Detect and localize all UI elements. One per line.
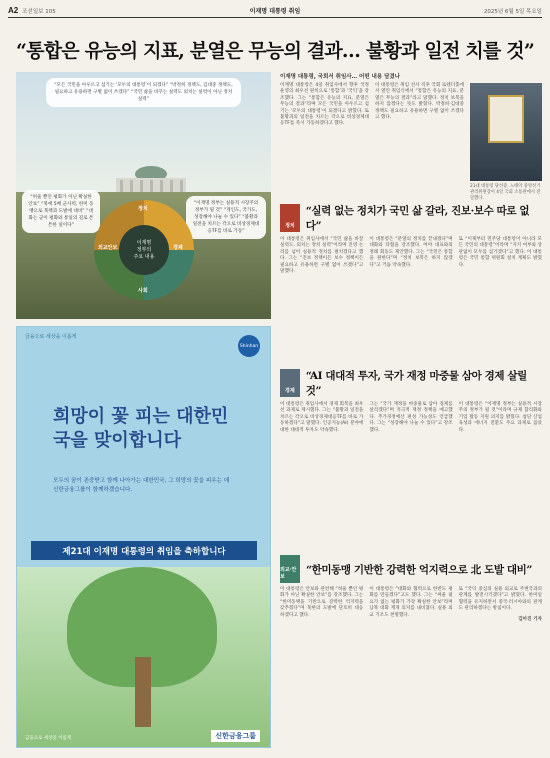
- section-name: 이재명 대통령 취임: [249, 8, 301, 15]
- foreign-col-1: 이 대통령은 안보와 관련해 “허울 뿐인 평화가 아닌 확실한 안보”를 강조했다. 그는 “한미동맹을 기반으로 강력한 억지력을 갖추겠다”며 북한의 도발에 단호히 대응하겠다고 했다.: [280, 587, 364, 618]
- ad-footer-note: 금융으로 세상을 이롭게: [25, 736, 72, 741]
- ring-label-society: 사회: [138, 288, 148, 294]
- tree-trunk: [135, 657, 151, 727]
- tag-economy: 경제: [280, 369, 300, 397]
- foreign-col-2: 이 대통령은 “대화와 협력으로 한반도 평화를 만들겠다”고도 했다. 그는 “싸울 필요가 없는 평화가 가장 확실한 안보”라며 남북 대화 재개 의지를 내비쳤다. 실용 외교 기조도 천명했다.: [369, 587, 453, 618]
- quote-bubble-economy: “이재명 정부는 실용적 시장주의 정부가 될 것” “개인도, 국가도, 성장해야 나눌 수 있다” “불황과 일전을 치르는 각오로 비상경제대응TF를 바로 가동”: [186, 196, 266, 239]
- ad-brand: 신한금융그룹: [211, 730, 260, 742]
- politics-title: “실력 없는 정치가 국민 삶 갈라, 진보·보수 따로 없다”: [305, 205, 530, 232]
- byline: 김아진 기자: [518, 616, 542, 622]
- infographic: [16, 72, 271, 319]
- ad-banner: 제21대 이재명 대통령의 취임을 축하합니다: [31, 541, 257, 560]
- center-line-3: 주요 내용: [133, 253, 155, 260]
- ad-top-tag: 금융으로 세상을 이롭게: [25, 334, 77, 340]
- article-col-1: 이재명 대통령은 4일 취임사에서 향후 국정 운영의 최우선 원칙으로 ‘통합’과 ‘국익’을 강조했다. 그는 “통합은 유능의 지표, 분열은 무능의 결과”라며 모든 국민을 아우르고 섬기는 ‘모두의 대통령’이 되겠다고 밝혔다. 또 불황과의 일전을 치르는 각오로 비상경제대응TF를 즉시 가동하겠다고 했다.: [280, 83, 369, 127]
- quote-bubble-politics: “모든 국민을 아우르고 섬기는 ‘모두의 대통령’이 되겠다” “박정희 정책도, 김대중 정책도, 필요하고 유용하면 구별 없이 쓰겠다” “국민 삶을 바꾸는 실력도 외치는 실력이 아닌 정치 실력”: [46, 78, 241, 107]
- article-col-2: 이 대통령은 취임 선서 직후 국회 로텐더홀에서 열린 취임식에서 “통합은 유능의 지표, 분열은 무능의 결과”라고 말했다. 정치 보복을 하지 않겠다는 뜻도 밝혔다. 박정희·김대중 정책도 필요하고 유용하면 구별 없이 쓰겠다고 했다.: [375, 83, 464, 121]
- ad-body: 모두의 꿈이 존중받고 함께 나아가는 대한민국, 그 희망의 꽃을 피우는 데 신한금융그룹이 함께하겠습니다.: [53, 478, 230, 493]
- main-headline: “통합은 유능의 지표, 분열은 무능의 결과… 불황과 일전 치를 것”: [16, 40, 534, 62]
- shinhan-logo-icon: Shinhan: [238, 335, 260, 357]
- issue-date: 2025년 6월 5일 목요일: [483, 8, 542, 15]
- economy-col-2: 그는 “국가 재정을 마중물로 삼아 경제를 살리겠다”며 적극적 재정 정책을 예고했다. 추가경정예산 편성 가능성도 언급했다. 그는 “성장해야 나눌 수 있다”고 강조했다.: [369, 402, 453, 433]
- advertisement: [16, 326, 271, 748]
- ring-label-economy: 경제: [173, 245, 183, 251]
- tag-politics: 정치: [280, 204, 300, 232]
- section-politics: [280, 203, 542, 275]
- foreign-col-3-text: 또 “국익 중심의 실용 외교로 주변국과의 관계를 발전시키겠다”고 밝혔다. 한미일 협력을 유지하면서 중국·러시아와의 관계도 관리하겠다는 방침이다.: [458, 587, 542, 612]
- section-economy: [280, 368, 542, 434]
- article-kicker: 이재명 대통령, 국회서 취임사… 어떤 내용 담겼나: [280, 74, 401, 80]
- masthead: [8, 4, 542, 18]
- photo-caption: 21대 대통령 당선증. 노태악 중앙선거관리위원장이 4일 국회 소통관에서 전달했다.: [470, 184, 541, 201]
- photo-block: [470, 83, 542, 202]
- foreign-title: “한미동맹 기반한 강력한 억지력으로 北 도발 대비”: [306, 563, 533, 576]
- page-number: A2: [8, 6, 19, 15]
- center-line-1: 이재명: [136, 239, 152, 246]
- certificate-photo: [470, 83, 542, 181]
- article-inauguration: [280, 72, 542, 202]
- ring-label-politics: 정치: [138, 206, 148, 212]
- certificate-frame: [488, 95, 524, 143]
- ad-title: 희망이 꽃 피는 대한민국을 맞이합니다: [53, 406, 229, 451]
- paper-name: 조선일보 105: [22, 8, 56, 15]
- foreign-col-3: [459, 587, 542, 623]
- ring-label-foreign: 외교안보: [98, 245, 118, 251]
- politics-col-3: 또 “이제부터 민주당 대통령이 아니라 모든 국민의 대통령”이라며 “지지 여부와 상관없이 모두를 섬기겠다”고 했다. 이 대통령은 국민 통합 위원회 설치 계획도 밝혔다.: [458, 237, 542, 268]
- tag-foreign: 외교·안보: [280, 555, 300, 583]
- politics-col-2: 이 대통령은 “분열의 정치를 끝내겠다”며 대화와 타협을 강조했다. 여야 대표와의 정례 회동도 제안했다. 그는 “국민은 통합을 원한다”며 “정치 보복은 하지 않겠다”고 거듭 약속했다.: [369, 237, 453, 268]
- economy-col-1: 이 대통령은 취임사에서 경제 회복을 최우선 과제로 제시했다. 그는 “불황과 일전을 치르는 각오로 비상경제대응TF를 바로 가동하겠다”고 말했다. 인공지능(AI) 분야에 대한 대대적 투자도 약속했다.: [280, 402, 364, 433]
- center-line-2: 정부의: [136, 246, 152, 253]
- politics-col-1: 이 대통령은 취임사에서 “국민 삶을 바꿀 실력도, 외치는 정치 실력”이라며 진영 논리를 넘어 실용적 정치를 펼치겠다고 했다. 그는 “진보 정책이든 보수 정책이든 필요하고 유용하면 구별 없이 쓰겠다”고 말했다.: [280, 237, 364, 275]
- policy-center: [119, 225, 169, 275]
- economy-col-3: 이 대통령은 “이재명 정부는 실용적 시장주의 정부가 될 것”이라며 규제 합리화와 기업 활동 지원 의지를 밝혔다. 첨단 산업 육성과 에너지 전환도 주요 과제로 꼽았다.: [458, 402, 542, 433]
- quote-bubble-security: “허울 뿐인 평화가 아닌 확실한 안보” “북에 5배 군사력, 한미 동맹으로 북핵과 도발에 대비” “대화는 군이 평화와 통일의 길로 튼튼한 일이다”: [22, 190, 100, 233]
- section-foreign: [280, 555, 542, 623]
- economy-title: “AI 대대적 투자, 국가 재정 마중물 삼아 경제 살릴 것”: [305, 370, 527, 397]
